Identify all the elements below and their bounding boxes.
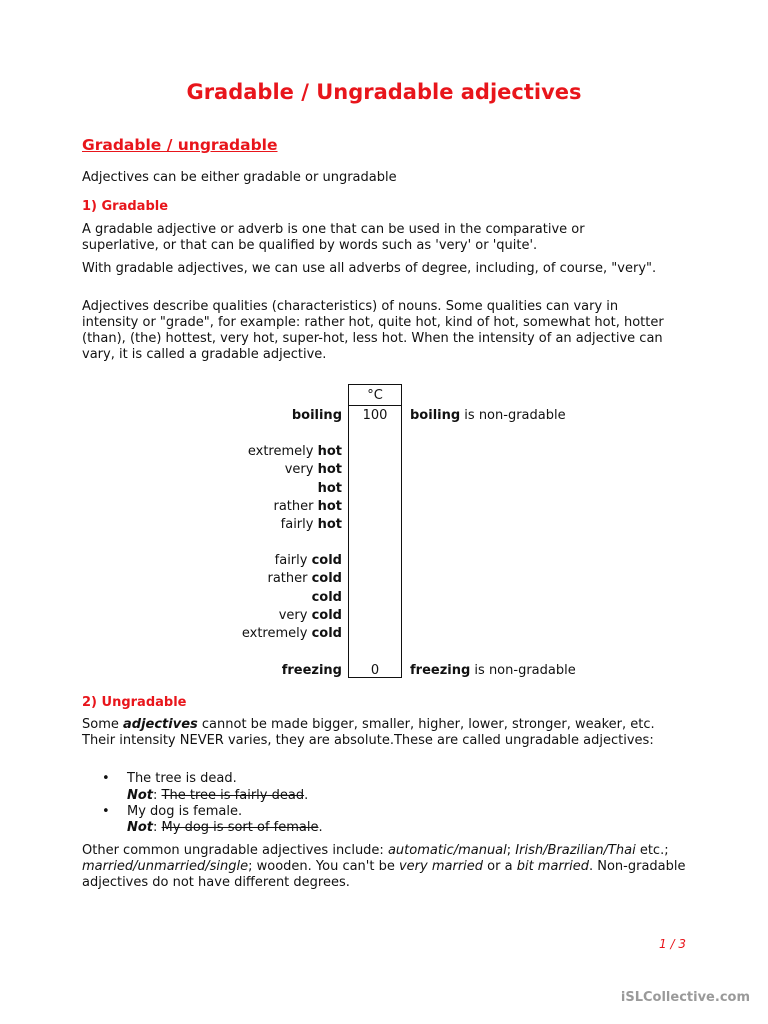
- example-sentence: The tree is dead.: [127, 771, 237, 786]
- gradable-paragraph-1: A gradable adjective or adverb is one that can be used in the comparative or superlative, or that can be qualified by words such as 'very' or 'quite'.: [82, 222, 585, 253]
- scale-row: hot: [317, 481, 342, 496]
- gradable-heading: 1) Gradable: [82, 199, 169, 214]
- example-not: Not: The tree is fairly dead.: [127, 788, 309, 803]
- freezing-value: 0: [370, 663, 380, 678]
- ungradable-paragraph-2: Other common ungradable adjectives include: automatic/manual; Irish/Brazilian/Thai etc.; married/unmarried/single; wooden. You can't be very married or a bit married. Non-gradable adjectives do not have different degrees.: [82, 843, 686, 890]
- bullet-icon: •: [102, 804, 110, 819]
- scale-row: fairly cold: [274, 553, 342, 568]
- page-title: Gradable / Ungradable adjectives: [186, 80, 582, 104]
- bullet-icon: •: [102, 771, 110, 786]
- intro-text: Adjectives can be either gradable or ungradable: [82, 170, 397, 185]
- unit-label: °C: [367, 388, 383, 403]
- freezing-label: freezing: [281, 663, 342, 678]
- gradable-paragraph-2: With gradable adjectives, we can use all adverbs of degree, including, of course, "very".: [82, 261, 657, 276]
- example-not: Not: My dog is sort of female.: [127, 820, 323, 835]
- freezing-note: freezing is non-gradable: [410, 663, 576, 678]
- section-heading: Gradable / ungradable: [82, 136, 278, 154]
- scale-row: very hot: [284, 462, 342, 477]
- scale-row: extremely cold: [241, 626, 342, 641]
- scale-row: rather hot: [273, 499, 342, 514]
- ungradable-paragraph-1: Some adjectives cannot be made bigger, smaller, higher, lower, stronger, weaker, etc. Their intensity NEVER varies, they are absolute.These are called ungradable adjectives:: [82, 717, 655, 748]
- page-number: 1 / 3: [659, 937, 686, 951]
- boiling-note: boiling is non-gradable: [410, 408, 566, 423]
- example-sentence: My dog is female.: [127, 804, 243, 819]
- scale-row: rather cold: [267, 571, 342, 586]
- thermometer-scale: [348, 384, 402, 678]
- boiling-value: 100: [362, 408, 388, 423]
- ungradable-heading: 2) Ungradable: [82, 695, 187, 710]
- scale-row: extremely hot: [247, 444, 342, 459]
- scale-row: cold: [311, 590, 342, 605]
- gradable-paragraph-3: Adjectives describe qualities (characteristics) of nouns. Some qualities can vary in intensity or "grade", for example: rather hot, quite hot, kind of hot, somewhat hot, hotter (than), (the) hottest, very hot, super-hot, less hot. When the intensity of an adjective can vary, it is called a gradable adjective.: [82, 299, 664, 362]
- watermark: iSLCollective.com: [620, 990, 750, 1005]
- boiling-label: boiling: [291, 408, 342, 423]
- scale-row: very cold: [278, 608, 342, 623]
- scale-row: fairly hot: [280, 517, 342, 532]
